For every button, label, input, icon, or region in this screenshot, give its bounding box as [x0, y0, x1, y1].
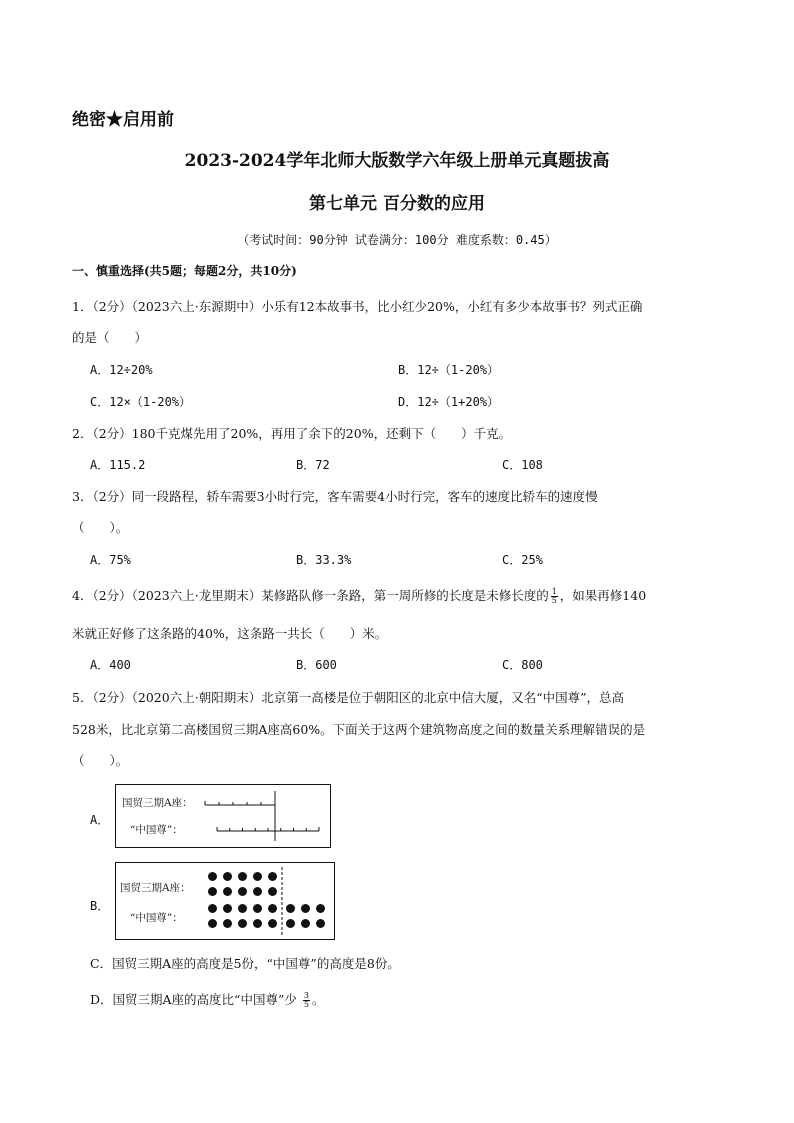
q5-fraction-numerator: 3 [303, 991, 309, 1000]
q5-option-b-diagram [115, 862, 335, 940]
section-title: 一、慎重选择(共5题；每题2分，共10分) [72, 264, 297, 278]
q3-option-b: B．33.3% [296, 553, 352, 567]
q1-option-a: A．12÷20% [90, 363, 153, 377]
q1-option-b: B．12÷（1-20%） [398, 363, 500, 377]
q2-stem: 2．（2分）180千克煤先用了20%，再用了余下的20%，还剩下（ ）千克。 [72, 426, 512, 441]
q4-fraction-denominator: 5 [551, 596, 557, 605]
q4-option-c: C．800 [502, 658, 543, 672]
q4-fraction [551, 588, 558, 605]
q5-option-d-text: D．国贸三期A座的高度比“中国尊”少 [90, 992, 297, 1007]
q1-option-c: C．12×（1-20%） [90, 395, 192, 409]
diagram-b-row1-label: 国贸三期A座： [120, 882, 191, 894]
q4-stem-part1: 4．（2分）（2023六上·龙里期末）某修路队修一条路，第一周所修的长度是未修长度的 [72, 588, 549, 603]
q4-stem [72, 586, 646, 605]
q4-option-b: B．600 [296, 658, 337, 672]
diagram-b-divider [116, 863, 334, 939]
q5-option-b-label: B． [90, 899, 110, 913]
q3-option-a: A．75% [90, 553, 131, 567]
diagram-b-row2-label: “中国尊”： [130, 912, 183, 924]
q5-option-d [90, 990, 324, 1009]
q3-stem-cont: （ ）。 [72, 520, 129, 535]
exam-title: 2023-2024学年北师大版数学六年级上册单元真题拔高 [184, 151, 610, 171]
q5-fraction-denominator: 5 [303, 1000, 309, 1009]
q5-stem: 5．（2分）（2020六上·朝阳期末）北京第一高楼是位于朝阳区的北京中信大厦，又名“中国尊”，总高 [72, 690, 624, 705]
q5-option-d-fraction [303, 992, 310, 1009]
q5-option-d-end: 。 [311, 992, 325, 1007]
unit-title: 第七单元 百分数的应用 [309, 194, 485, 214]
q3-option-c: C．25% [502, 553, 543, 567]
q5-stem-cont: 528米，比北京第二高楼国贸三期A座高60%。下面关于这两个建筑物高度之间的数量关系理解错误的是 [72, 722, 646, 737]
q4-stem-cont: 米就正好修了这条路的40%，这条路一共长（ ）米。 [72, 626, 388, 641]
q4-stem-part2: ，如果再修140 [559, 588, 647, 603]
q5-option-a-diagram [115, 784, 331, 848]
q5-option-c: C．国贸三期A座的高度是5份，“中国尊”的高度是8份。 [90, 956, 400, 971]
confidential-label: 绝密★启用前 [72, 110, 174, 130]
q3-stem: 3．（2分）同一段路程，轿车需要3小时行完，客车需要4小时行完，客车的速度比轿车的速度慢 [72, 489, 598, 504]
diagram-a-row1-label: 国贸三期A座： [122, 797, 193, 809]
q1-stem-cont: 的是（ ） [72, 330, 148, 345]
diagram-a-segments [116, 785, 330, 847]
q5-option-a-label: A． [90, 813, 110, 827]
q4-fraction-numerator: 1 [551, 587, 557, 596]
exam-info: （考试时间：90分钟 试卷满分：100分 难度系数：0.45） [237, 233, 557, 247]
q4-option-a: A．400 [90, 658, 131, 672]
q2-option-b: B．72 [296, 458, 330, 472]
q1-option-d: D．12÷（1+20%） [398, 395, 500, 409]
q5-stem-cont2: （ ）。 [72, 753, 129, 768]
diagram-a-row2-label: “中国尊”： [130, 824, 183, 836]
q1-stem: 1．（2分）（2023六上·东源期中）小乐有12本故事书，比小红少20%，小红有多少本故事书？列式正确 [72, 299, 643, 314]
q2-option-c: C．108 [502, 458, 543, 472]
q2-option-a: A．115.2 [90, 458, 146, 472]
